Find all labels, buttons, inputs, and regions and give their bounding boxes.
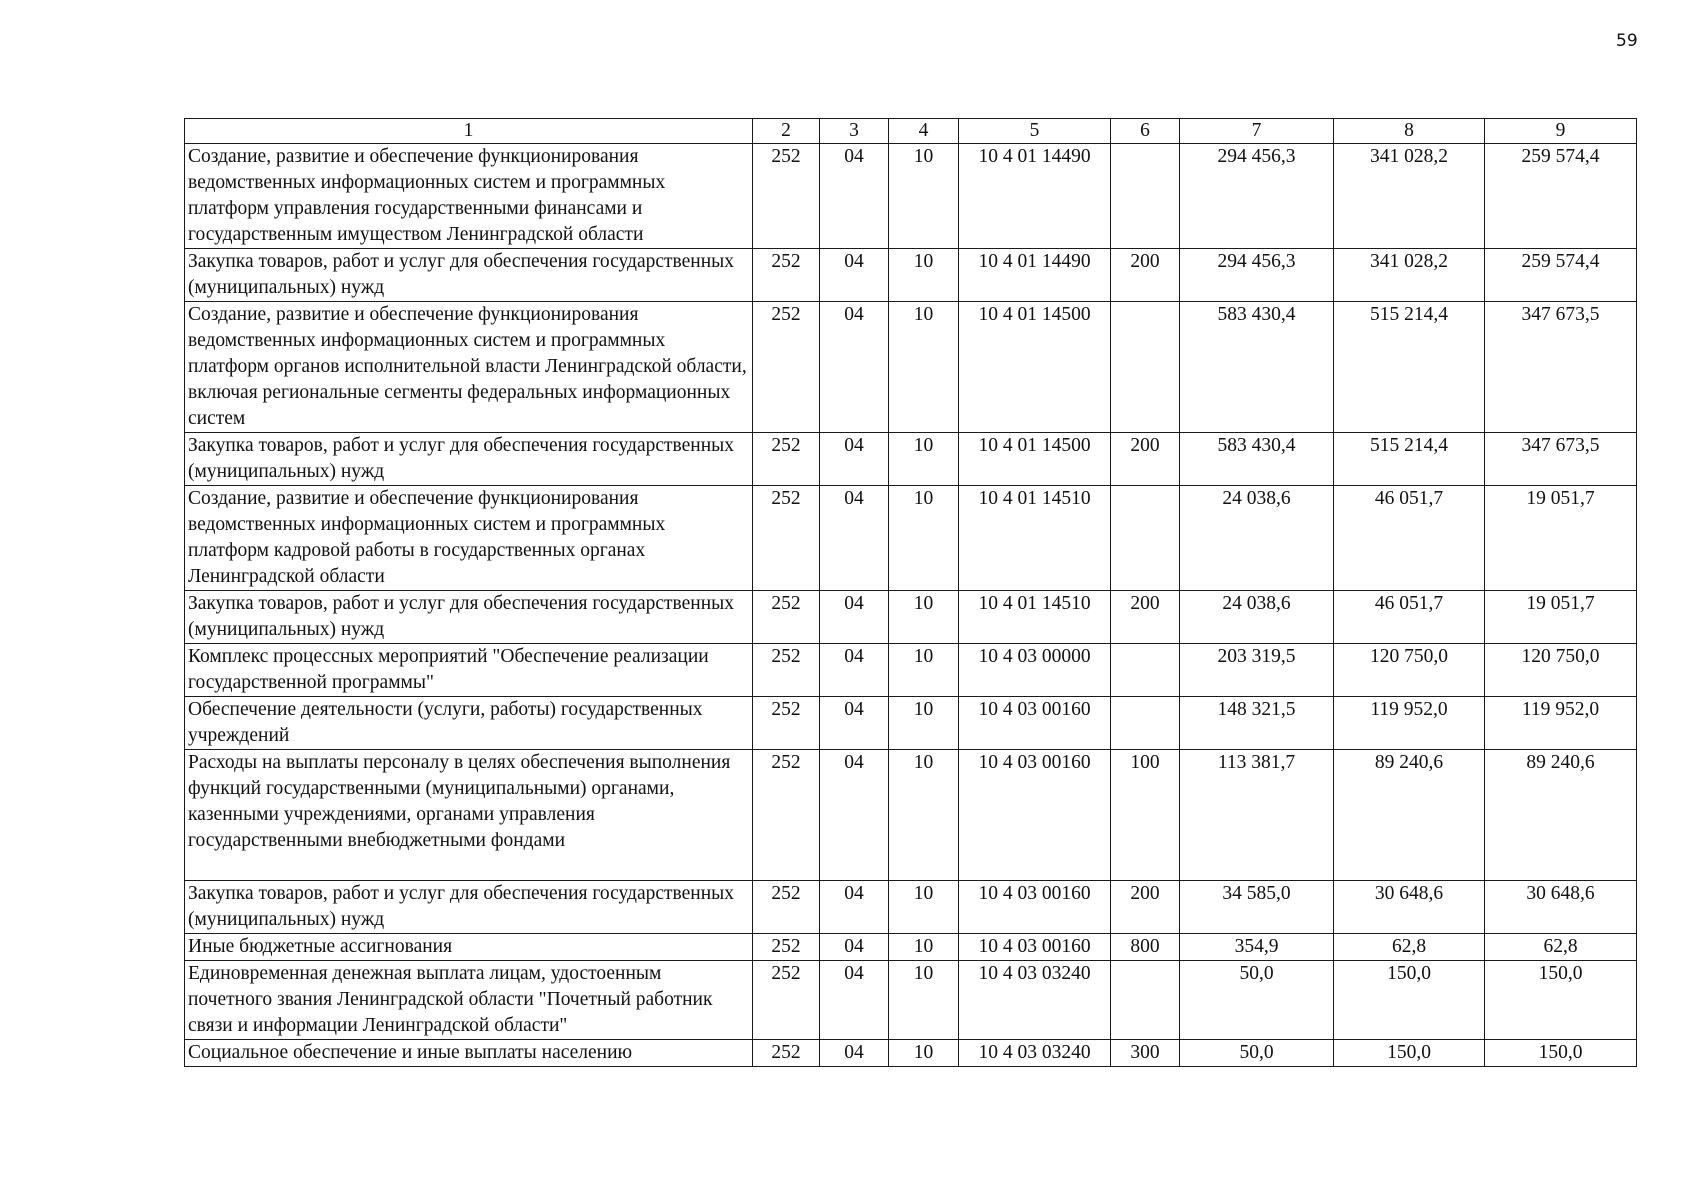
code-cell: 252 bbox=[753, 697, 820, 750]
table-row bbox=[185, 934, 1637, 961]
amount-cell: 19 051,7 bbox=[1485, 591, 1637, 644]
subsection-cell: 10 bbox=[889, 249, 959, 302]
table-row bbox=[185, 750, 1637, 881]
amount-cell: 24 038,6 bbox=[1180, 486, 1334, 591]
target-article-cell: 10 4 03 03240 bbox=[959, 961, 1111, 1040]
description-cell: Социальное обеспечение и иные выплаты населению bbox=[185, 1040, 753, 1067]
amount-cell: 46 051,7 bbox=[1334, 486, 1485, 591]
code-cell: 252 bbox=[753, 644, 820, 697]
section-cell: 04 bbox=[820, 1040, 889, 1067]
description-cell: Закупка товаров, работ и услуг для обеспечения государственных (муниципальных) нужд bbox=[185, 591, 753, 644]
amount-cell: 150,0 bbox=[1485, 961, 1637, 1040]
section-cell: 04 bbox=[820, 697, 889, 750]
subsection-cell: 10 bbox=[889, 433, 959, 486]
amount-cell: 62,8 bbox=[1485, 934, 1637, 961]
page-number: 59 bbox=[1616, 31, 1638, 51]
column-header: 9 bbox=[1485, 119, 1637, 144]
amount-cell: 50,0 bbox=[1180, 1040, 1334, 1067]
subsection-cell: 10 bbox=[889, 302, 959, 433]
amount-cell: 119 952,0 bbox=[1485, 697, 1637, 750]
amount-cell: 62,8 bbox=[1334, 934, 1485, 961]
amount-cell: 150,0 bbox=[1485, 1040, 1637, 1067]
code-cell: 252 bbox=[753, 934, 820, 961]
expense-type-cell bbox=[1111, 144, 1180, 249]
amount-cell: 347 673,5 bbox=[1485, 433, 1637, 486]
description-cell: Расходы на выплаты персоналу в целях обеспечения выполнения функций государственными (муниципальными) органами, казенными учреждениями, органами управления государственными внебюджетными фондами bbox=[185, 750, 753, 881]
amount-cell: 34 585,0 bbox=[1180, 881, 1334, 934]
amount-cell: 89 240,6 bbox=[1485, 750, 1637, 881]
target-article-cell: 10 4 01 14490 bbox=[959, 249, 1111, 302]
description-cell: Иные бюджетные ассигнования bbox=[185, 934, 753, 961]
expense-type-cell: 100 bbox=[1111, 750, 1180, 881]
description-cell: Создание, развитие и обеспечение функционирования ведомственных информационных систем и программных платформ органов исполнительной власти Ленинградской области, включая региональные сегменты федеральных информационных систем bbox=[185, 302, 753, 433]
expense-type-cell: 200 bbox=[1111, 881, 1180, 934]
code-cell: 252 bbox=[753, 750, 820, 881]
section-cell: 04 bbox=[820, 961, 889, 1040]
column-header: 6 bbox=[1111, 119, 1180, 144]
code-cell: 252 bbox=[753, 433, 820, 486]
subsection-cell: 10 bbox=[889, 144, 959, 249]
section-cell: 04 bbox=[820, 881, 889, 934]
section-cell: 04 bbox=[820, 934, 889, 961]
amount-cell: 113 381,7 bbox=[1180, 750, 1334, 881]
target-article-cell: 10 4 01 14500 bbox=[959, 433, 1111, 486]
section-cell: 04 bbox=[820, 486, 889, 591]
expense-type-cell bbox=[1111, 644, 1180, 697]
section-cell: 04 bbox=[820, 591, 889, 644]
expense-type-cell: 800 bbox=[1111, 934, 1180, 961]
target-article-cell: 10 4 03 03240 bbox=[959, 1040, 1111, 1067]
section-cell: 04 bbox=[820, 433, 889, 486]
table-row bbox=[185, 1040, 1637, 1067]
expense-type-cell: 200 bbox=[1111, 591, 1180, 644]
amount-cell: 259 574,4 bbox=[1485, 249, 1637, 302]
table-row bbox=[185, 433, 1637, 486]
amount-cell: 30 648,6 bbox=[1485, 881, 1637, 934]
target-article-cell: 10 4 03 00160 bbox=[959, 934, 1111, 961]
amount-cell: 30 648,6 bbox=[1334, 881, 1485, 934]
table-row bbox=[185, 302, 1637, 433]
column-header: 4 bbox=[889, 119, 959, 144]
amount-cell: 150,0 bbox=[1334, 961, 1485, 1040]
amount-cell: 120 750,0 bbox=[1485, 644, 1637, 697]
expense-type-cell bbox=[1111, 486, 1180, 591]
expense-type-cell bbox=[1111, 961, 1180, 1040]
target-article-cell: 10 4 03 00160 bbox=[959, 750, 1111, 881]
subsection-cell: 10 bbox=[889, 697, 959, 750]
amount-cell: 294 456,3 bbox=[1180, 144, 1334, 249]
amount-cell: 341 028,2 bbox=[1334, 249, 1485, 302]
expense-type-cell: 200 bbox=[1111, 249, 1180, 302]
subsection-cell: 10 bbox=[889, 934, 959, 961]
section-cell: 04 bbox=[820, 644, 889, 697]
table-row bbox=[185, 591, 1637, 644]
amount-cell: 341 028,2 bbox=[1334, 144, 1485, 249]
code-cell: 252 bbox=[753, 881, 820, 934]
description-cell: Закупка товаров, работ и услуг для обеспечения государственных (муниципальных) нужд bbox=[185, 433, 753, 486]
table-body bbox=[185, 144, 1637, 1067]
target-article-cell: 10 4 01 14510 bbox=[959, 591, 1111, 644]
code-cell: 252 bbox=[753, 144, 820, 249]
amount-cell: 19 051,7 bbox=[1485, 486, 1637, 591]
amount-cell: 50,0 bbox=[1180, 961, 1334, 1040]
amount-cell: 259 574,4 bbox=[1485, 144, 1637, 249]
expense-type-cell: 300 bbox=[1111, 1040, 1180, 1067]
section-cell: 04 bbox=[820, 302, 889, 433]
amount-cell: 89 240,6 bbox=[1334, 750, 1485, 881]
subsection-cell: 10 bbox=[889, 486, 959, 591]
description-cell: Обеспечение деятельности (услуги, работы) государственных учреждений bbox=[185, 697, 753, 750]
amount-cell: 583 430,4 bbox=[1180, 433, 1334, 486]
amount-cell: 46 051,7 bbox=[1334, 591, 1485, 644]
amount-cell: 150,0 bbox=[1334, 1040, 1485, 1067]
code-cell: 252 bbox=[753, 591, 820, 644]
subsection-cell: 10 bbox=[889, 1040, 959, 1067]
code-cell: 252 bbox=[753, 1040, 820, 1067]
amount-cell: 24 038,6 bbox=[1180, 591, 1334, 644]
budget-table bbox=[184, 118, 1637, 1067]
target-article-cell: 10 4 01 14510 bbox=[959, 486, 1111, 591]
target-article-cell: 10 4 01 14500 bbox=[959, 302, 1111, 433]
table-row bbox=[185, 486, 1637, 591]
column-header: 2 bbox=[753, 119, 820, 144]
subsection-cell: 10 bbox=[889, 750, 959, 881]
table-row bbox=[185, 697, 1637, 750]
table-row bbox=[185, 644, 1637, 697]
table-row bbox=[185, 961, 1637, 1040]
table-row bbox=[185, 249, 1637, 302]
code-cell: 252 bbox=[753, 249, 820, 302]
column-header: 3 bbox=[820, 119, 889, 144]
section-cell: 04 bbox=[820, 750, 889, 881]
expense-type-cell bbox=[1111, 697, 1180, 750]
code-cell: 252 bbox=[753, 302, 820, 433]
amount-cell: 515 214,4 bbox=[1334, 433, 1485, 486]
column-header: 7 bbox=[1180, 119, 1334, 144]
code-cell: 252 bbox=[753, 961, 820, 1040]
table-row bbox=[185, 144, 1637, 249]
description-cell: Создание, развитие и обеспечение функционирования ведомственных информационных систем и программных платформ управления государственными финансами и государственным имуществом Ленинградской области bbox=[185, 144, 753, 249]
column-header: 1 bbox=[185, 119, 753, 144]
column-header: 8 bbox=[1334, 119, 1485, 144]
amount-cell: 203 319,5 bbox=[1180, 644, 1334, 697]
amount-cell: 119 952,0 bbox=[1334, 697, 1485, 750]
section-cell: 04 bbox=[820, 144, 889, 249]
target-article-cell: 10 4 03 00000 bbox=[959, 644, 1111, 697]
description-cell: Закупка товаров, работ и услуг для обеспечения государственных (муниципальных) нужд bbox=[185, 249, 753, 302]
amount-cell: 354,9 bbox=[1180, 934, 1334, 961]
description-cell: Закупка товаров, работ и услуг для обеспечения государственных (муниципальных) нужд bbox=[185, 881, 753, 934]
amount-cell: 294 456,3 bbox=[1180, 249, 1334, 302]
description-cell: Единовременная денежная выплата лицам, удостоенным почетного звания Ленинградской области "Почетный работник связи и информации Ленинградской области" bbox=[185, 961, 753, 1040]
amount-cell: 120 750,0 bbox=[1334, 644, 1485, 697]
amount-cell: 347 673,5 bbox=[1485, 302, 1637, 433]
amount-cell: 515 214,4 bbox=[1334, 302, 1485, 433]
subsection-cell: 10 bbox=[889, 881, 959, 934]
target-article-cell: 10 4 03 00160 bbox=[959, 881, 1111, 934]
subsection-cell: 10 bbox=[889, 591, 959, 644]
description-cell: Создание, развитие и обеспечение функционирования ведомственных информационных систем и программных платформ кадровой работы в государственных органах Ленинградской области bbox=[185, 486, 753, 591]
expense-type-cell bbox=[1111, 302, 1180, 433]
column-header: 5 bbox=[959, 119, 1111, 144]
subsection-cell: 10 bbox=[889, 644, 959, 697]
expense-type-cell: 200 bbox=[1111, 433, 1180, 486]
amount-cell: 583 430,4 bbox=[1180, 302, 1334, 433]
header-row bbox=[185, 119, 1637, 144]
subsection-cell: 10 bbox=[889, 961, 959, 1040]
amount-cell: 148 321,5 bbox=[1180, 697, 1334, 750]
target-article-cell: 10 4 03 00160 bbox=[959, 697, 1111, 750]
section-cell: 04 bbox=[820, 249, 889, 302]
description-cell: Комплекс процессных мероприятий "Обеспечение реализации государственной программы" bbox=[185, 644, 753, 697]
code-cell: 252 bbox=[753, 486, 820, 591]
table-row bbox=[185, 881, 1637, 934]
target-article-cell: 10 4 01 14490 bbox=[959, 144, 1111, 249]
